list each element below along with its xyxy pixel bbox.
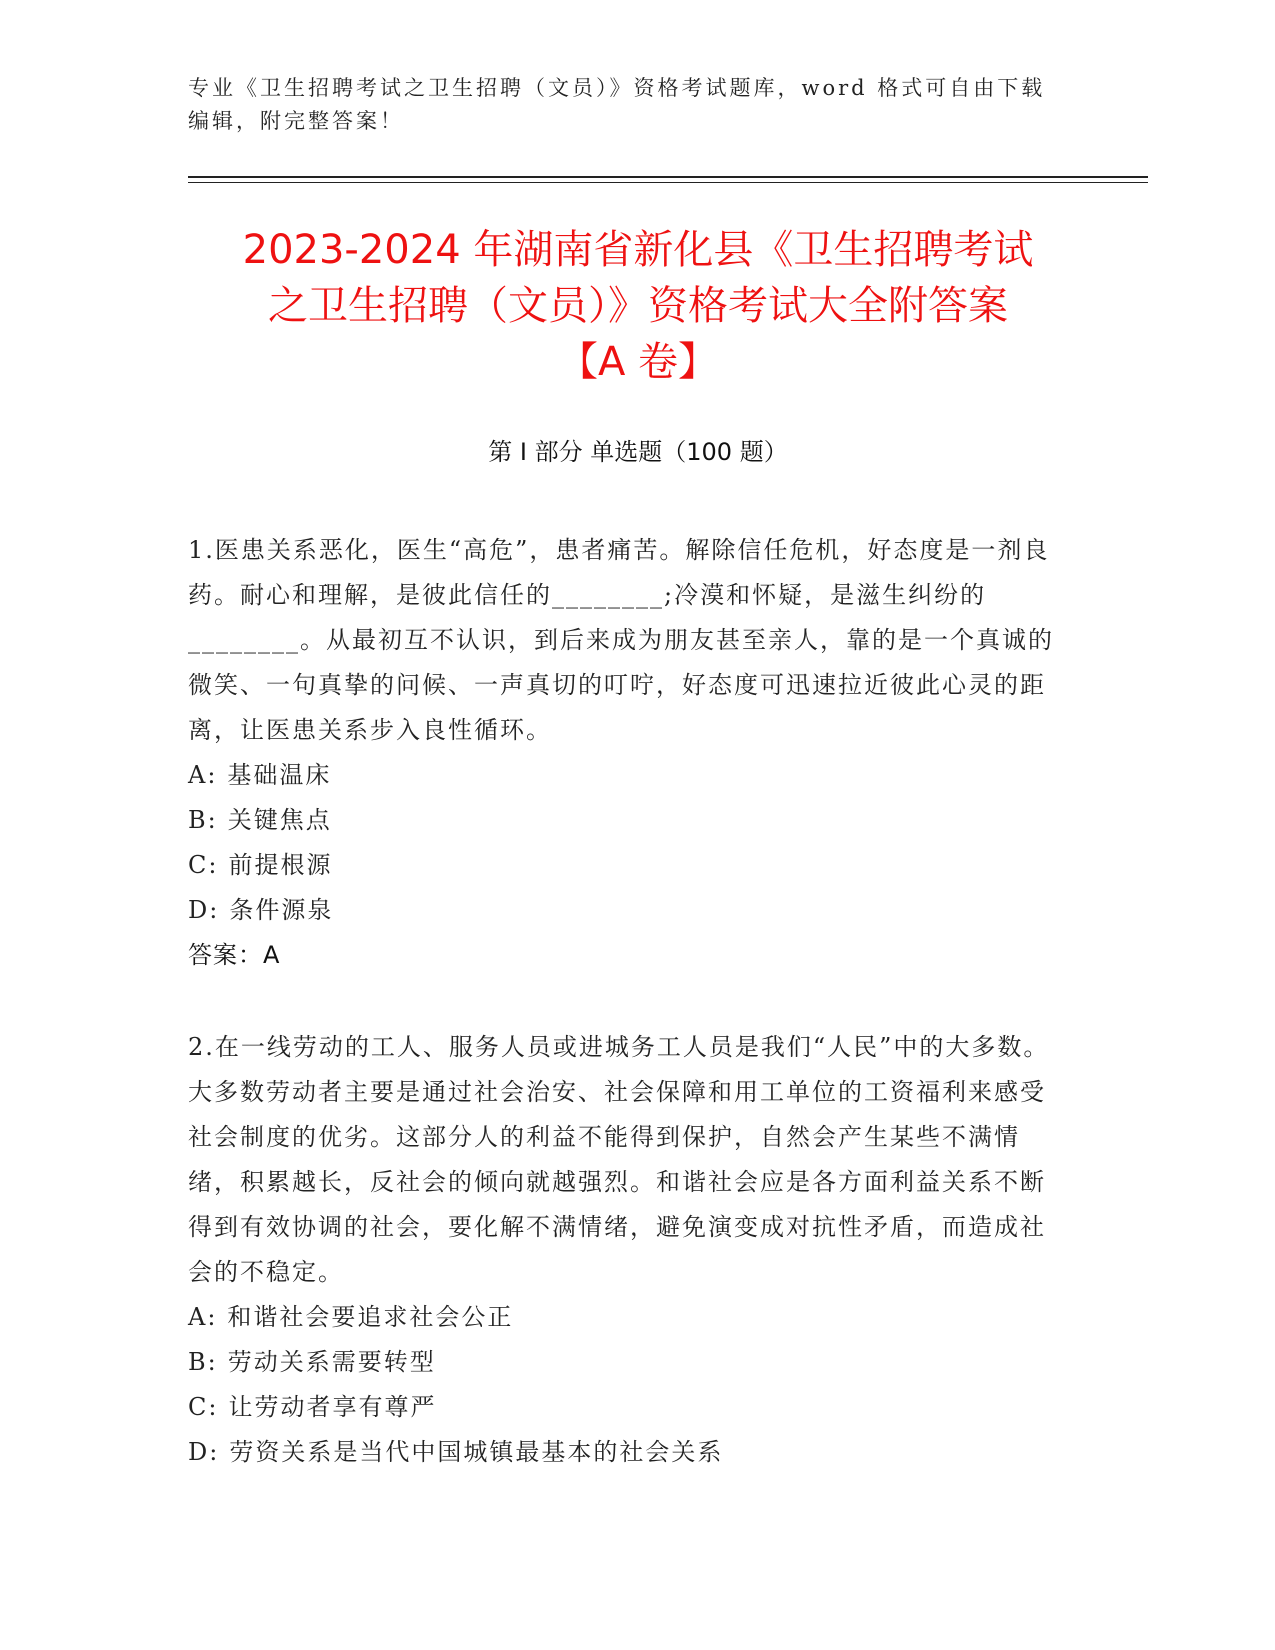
question-stem: 2.在一线劳动的工人、服务人员或进城务工人员是我们“人民”中的大多数。大多数劳动者主要是通过社会治安、社会保障和用工单位的工资福利来感受社会制度的优劣。这部分人的利益不能得到保护，自然会产生某些不满情绪，积累越长，反社会的倾向就越强烈。和谐社会应是各方面利益关系不断得到有效协调的社会，要化解不满情绪，避免演变成对抗性矛盾，而造成社会的不稳定。: [188, 1033, 1050, 1286]
header-note-line1: 专业《卫生招聘考试之卫生招聘（文员）》资格考试题库，word 格式可自由下载: [188, 76, 1046, 100]
option-text: 让劳动者享有尊严: [228, 1393, 437, 1421]
option-d: [188, 888, 1068, 933]
option-key: A:: [188, 1303, 218, 1331]
option-text: 和谐社会要追求社会公正: [227, 1303, 514, 1331]
header-divider-thick: [188, 176, 1148, 178]
option-text: 条件源泉: [229, 896, 334, 924]
option-b: [188, 798, 1068, 843]
option-text: 前提根源: [228, 851, 333, 879]
option-key: D:: [188, 1438, 220, 1466]
option-key: B:: [188, 1348, 218, 1376]
option-a: [188, 1295, 1068, 1340]
document-title: [188, 222, 1088, 390]
option-text: 劳动关系需要转型: [227, 1348, 436, 1376]
option-b: [188, 1340, 1068, 1385]
option-key: A:: [188, 761, 218, 789]
question-2: [188, 1025, 1068, 1475]
option-c: [188, 843, 1068, 888]
option-key: C:: [188, 1393, 219, 1421]
header-note: [188, 72, 1088, 138]
header-note-line2: 编辑，附完整答案！: [188, 109, 404, 133]
option-text: 劳资关系是当代中国城镇最基本的社会关系: [229, 1438, 724, 1466]
option-text: 关键焦点: [227, 806, 332, 834]
answer-line: 答案：A: [188, 941, 281, 969]
option-c: [188, 1385, 1068, 1430]
option-key: D:: [188, 896, 220, 924]
question-1: [188, 528, 1068, 978]
title-line1: 2023-2024 年湖南省新化县《卫生招聘考试: [242, 227, 1034, 273]
question-stem: 1.医患关系恶化，医生“高危”，患者痛苦。解除信任危机，好态度是一剂良药。耐心和理解，是彼此信任的________;冷漠和怀疑，是滋生纠纷的________。从最初互不认识，到后来成为朋友甚至亲人，靠的是一个真诚的微笑、一句真挚的问候、一声真切的叮咛，好态度可迅速拉近彼此心灵的距离，让医患关系步入良性循环。: [188, 536, 1054, 744]
option-a: [188, 753, 1068, 798]
header-divider-thin: [188, 182, 1148, 183]
option-d: [188, 1430, 1068, 1475]
option-key: C:: [188, 851, 219, 879]
option-key: B:: [188, 806, 218, 834]
option-text: 基础温床: [227, 761, 332, 789]
title-line2: 之卫生招聘（文员）》资格考试大全附答案: [268, 283, 1008, 329]
title-line3: 【A 卷】: [557, 339, 719, 385]
section-title: 第 I 部分 单选题（100 题）: [488, 438, 788, 466]
